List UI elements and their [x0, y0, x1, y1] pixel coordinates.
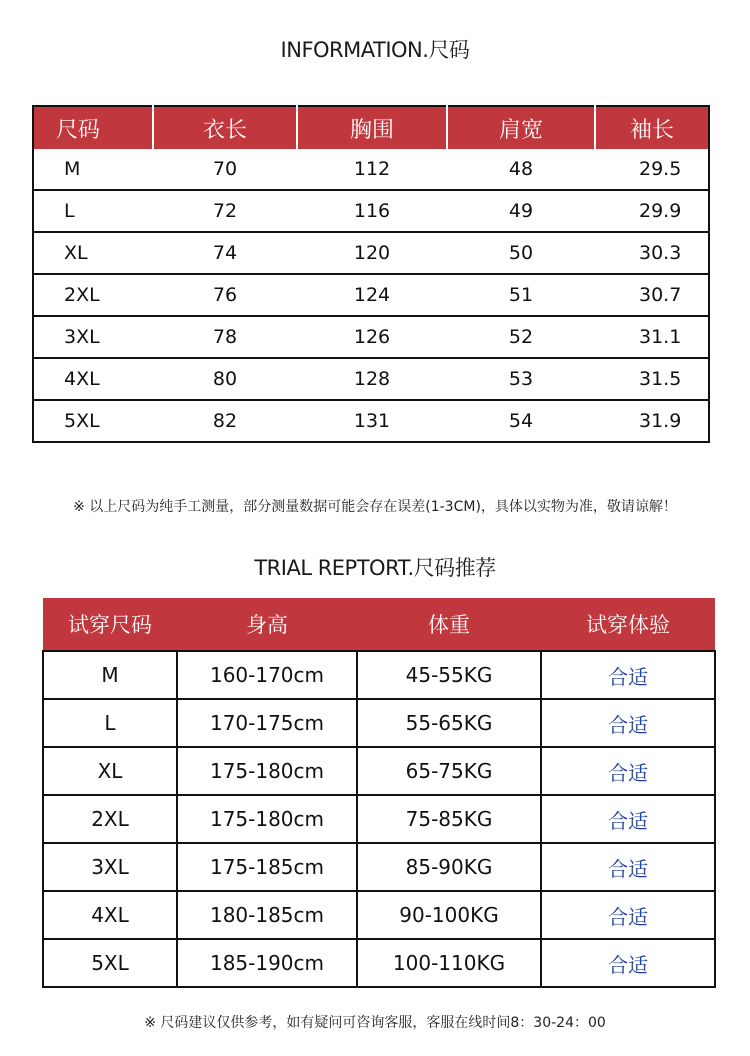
- height-cell: 185-190cm: [177, 939, 357, 987]
- height-cell: 160-170cm: [177, 651, 357, 699]
- size-cell: L: [33, 190, 153, 232]
- shoulder-cell: 50: [447, 232, 595, 274]
- table-row: [33, 400, 709, 442]
- chest-cell: 120: [297, 232, 447, 274]
- trial-size-cell: 2XL: [43, 795, 177, 843]
- size-chart-title: INFORMATION.尺码: [280, 38, 470, 62]
- size-chart-table: [32, 105, 710, 443]
- header-sleeve: 袖长: [595, 106, 709, 149]
- shoulder-cell: 51: [447, 274, 595, 316]
- shoulder-cell: 54: [447, 400, 595, 442]
- table-row: [33, 232, 709, 274]
- length-cell: 72: [153, 190, 297, 232]
- trial-report-title: TRIAL REPTORT.尺码推荐: [254, 556, 496, 580]
- chest-cell: 131: [297, 400, 447, 442]
- chest-cell: 116: [297, 190, 447, 232]
- trial-size-cell: 5XL: [43, 939, 177, 987]
- trial-size-cell: 4XL: [43, 891, 177, 939]
- table-row: [43, 795, 715, 843]
- sleeve-cell: 30.7: [595, 274, 709, 316]
- header-trial-size: 试穿尺码: [43, 598, 177, 651]
- height-cell: 175-180cm: [177, 795, 357, 843]
- trial-size-cell: 3XL: [43, 843, 177, 891]
- chest-cell: 126: [297, 316, 447, 358]
- sleeve-cell: 31.5: [595, 358, 709, 400]
- trial-size-cell: XL: [43, 747, 177, 795]
- length-cell: 76: [153, 274, 297, 316]
- weight-cell: 75-85KG: [357, 795, 541, 843]
- fit-cell: 合适: [541, 651, 715, 699]
- fit-cell: 合适: [541, 795, 715, 843]
- shoulder-cell: 49: [447, 190, 595, 232]
- header-length: 衣长: [153, 106, 297, 149]
- service-hours-note: ※ 尺码建议仅供参考，如有疑问可咨询客服，客服在线时间8：30-24：00: [144, 1015, 606, 1031]
- length-cell: 74: [153, 232, 297, 274]
- table-row: [43, 843, 715, 891]
- size-cell: 3XL: [33, 316, 153, 358]
- table-row: [43, 651, 715, 699]
- weight-cell: 45-55KG: [357, 651, 541, 699]
- table-row: [43, 939, 715, 987]
- measurement-disclaimer: ※ 以上尺码为纯手工测量，部分测量数据可能会存在误差(1-3CM)，具体以实物为准，敬请谅解！: [73, 499, 677, 515]
- table-row: [43, 747, 715, 795]
- table-row: [43, 699, 715, 747]
- sleeve-cell: 29.9: [595, 190, 709, 232]
- trial-size-cell: L: [43, 699, 177, 747]
- length-cell: 82: [153, 400, 297, 442]
- fit-cell: 合适: [541, 699, 715, 747]
- header-fit-experience: 试穿体验: [541, 598, 715, 651]
- trial-size-cell: M: [43, 651, 177, 699]
- weight-cell: 55-65KG: [357, 699, 541, 747]
- shoulder-cell: 52: [447, 316, 595, 358]
- header-shoulder: 肩宽: [447, 106, 595, 149]
- size-cell: 5XL: [33, 400, 153, 442]
- chest-cell: 124: [297, 274, 447, 316]
- table-row: [33, 358, 709, 400]
- table-row: [33, 316, 709, 358]
- length-cell: 70: [153, 149, 297, 190]
- size-cell: 2XL: [33, 274, 153, 316]
- table-row: [33, 190, 709, 232]
- length-cell: 80: [153, 358, 297, 400]
- sleeve-cell: 31.9: [595, 400, 709, 442]
- fit-cell: 合适: [541, 891, 715, 939]
- chest-cell: 112: [297, 149, 447, 190]
- weight-cell: 65-75KG: [357, 747, 541, 795]
- shoulder-cell: 53: [447, 358, 595, 400]
- height-cell: 175-185cm: [177, 843, 357, 891]
- length-cell: 78: [153, 316, 297, 358]
- chest-cell: 128: [297, 358, 447, 400]
- sleeve-cell: 31.1: [595, 316, 709, 358]
- sleeve-cell: 30.3: [595, 232, 709, 274]
- weight-cell: 85-90KG: [357, 843, 541, 891]
- trial-report-table: [42, 598, 716, 988]
- header-height: 身高: [177, 598, 357, 651]
- weight-cell: 100-110KG: [357, 939, 541, 987]
- shoulder-cell: 48: [447, 149, 595, 190]
- size-cell: XL: [33, 232, 153, 274]
- table-row: [33, 149, 709, 190]
- height-cell: 175-180cm: [177, 747, 357, 795]
- fit-cell: 合适: [541, 939, 715, 987]
- size-cell: M: [33, 149, 153, 190]
- table-row: [33, 274, 709, 316]
- height-cell: 170-175cm: [177, 699, 357, 747]
- header-weight: 体重: [357, 598, 541, 651]
- header-chest: 胸围: [297, 106, 447, 149]
- sleeve-cell: 29.5: [595, 149, 709, 190]
- fit-cell: 合适: [541, 843, 715, 891]
- fit-cell: 合适: [541, 747, 715, 795]
- size-cell: 4XL: [33, 358, 153, 400]
- table-row: [43, 891, 715, 939]
- weight-cell: 90-100KG: [357, 891, 541, 939]
- size-chart-header-row: [33, 106, 709, 149]
- trial-header-row: [43, 598, 715, 651]
- height-cell: 180-185cm: [177, 891, 357, 939]
- header-size: 尺码: [33, 106, 153, 149]
